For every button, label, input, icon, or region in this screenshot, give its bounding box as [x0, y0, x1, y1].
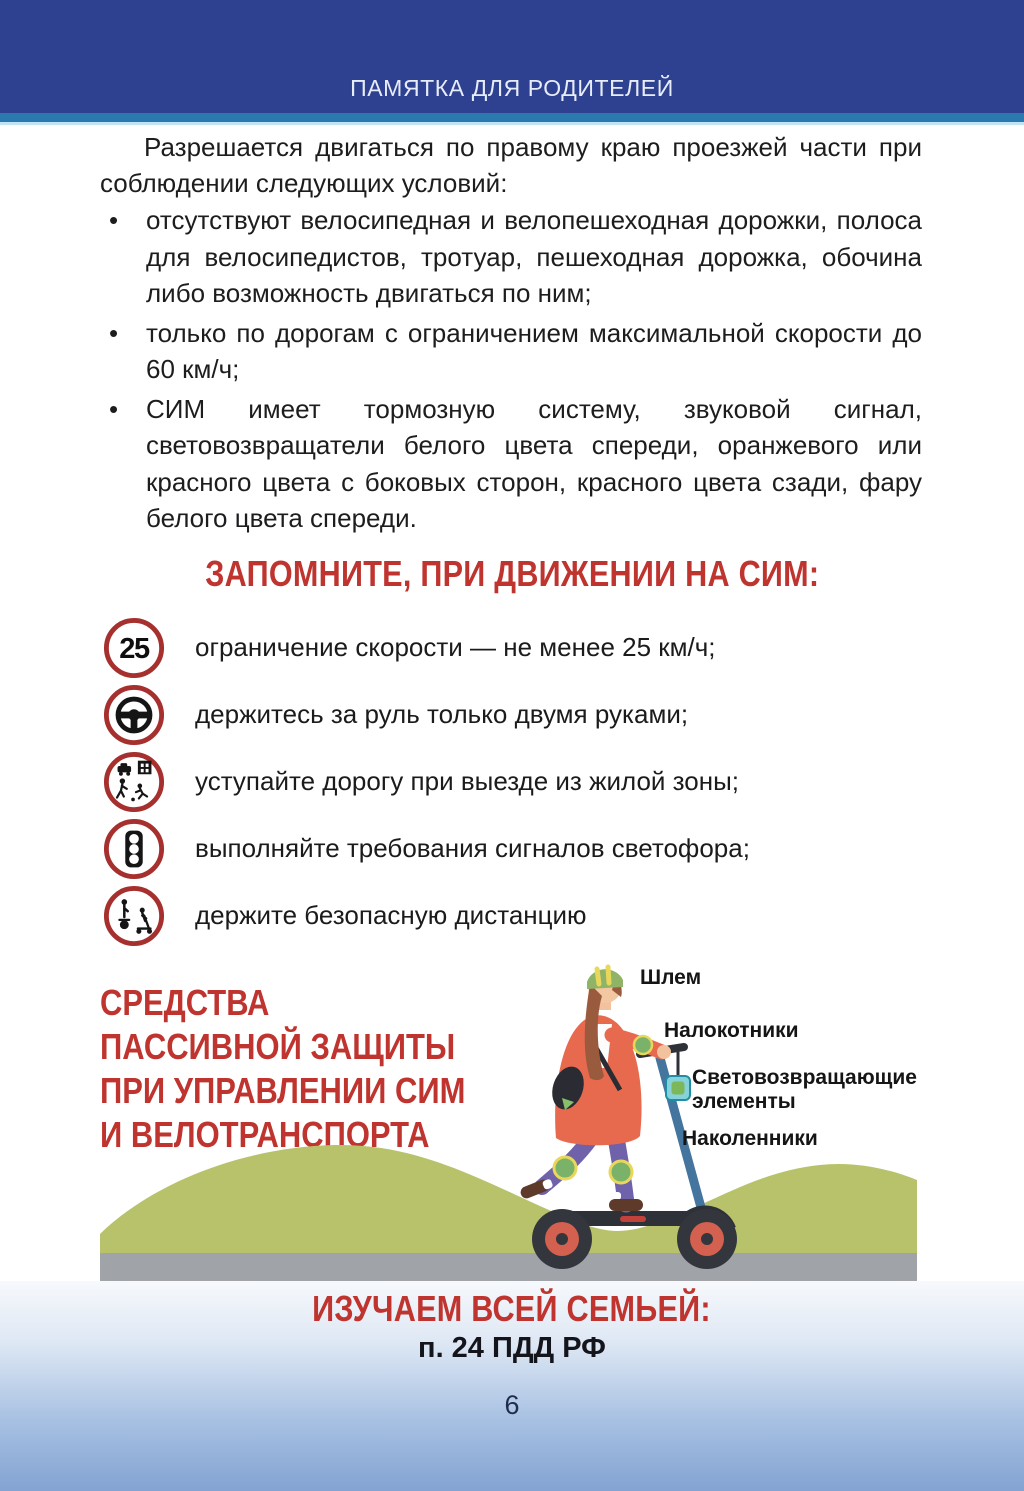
rule-text: выполняйте требования сигналов светофора; [195, 833, 750, 863]
traffic-light-sign-icon [103, 818, 165, 880]
intro-paragraph: Разрешается двигаться по правому краю проезжей части при соблюдении следующих условий: [100, 132, 922, 198]
residential-zone-sign-icon [103, 751, 165, 813]
rule-traffic-light [103, 815, 903, 882]
page-header [0, 0, 1024, 113]
label-helmet: Шлем [640, 966, 702, 989]
conditions-item-speed-limit-roads: • только по дорогам с ограничением максимальной скорости до 60 км/ч; [100, 315, 922, 388]
road [100, 1253, 917, 1281]
rule-two-hands [103, 681, 903, 748]
conditions-list [100, 202, 922, 540]
rule-text: держите безопасную дистанцию [195, 900, 587, 930]
header-divider [0, 113, 1024, 125]
label-reflective-elements: Световозвращающие элементы [692, 1066, 917, 1113]
green-hills [100, 1145, 917, 1253]
passive-heading-line: СРЕДСТВА [100, 982, 270, 1023]
passive-heading-line: И ВЕЛОТРАНСПОРТА [100, 1114, 430, 1155]
conditions-item-no-bike-lanes: • отсутствуют велосипедная и велопешеходная дорожки, полоса для велосипедистов, тротуар, пешеходная дорожка, обочина либо возможность двигаться по ним; [100, 202, 922, 312]
label-elbow-pads: Налокотники [664, 1019, 799, 1042]
rules-list [103, 614, 903, 949]
rule-text: уступайте дорогу при выезде из жилой зоны; [195, 766, 740, 796]
study-heading-text: ИЗУЧАЕМ ВСЕЙ СЕМЬЕЙ: [312, 1288, 712, 1329]
speed-limit-25-sign-icon [103, 617, 165, 679]
steering-wheel-sign-icon [103, 684, 165, 746]
remember-heading [0, 553, 1024, 595]
rider-girl [519, 967, 671, 1211]
page-number: 6 [504, 1390, 520, 1420]
label-knee-pads: Наколенники [682, 1127, 818, 1150]
study-heading [0, 1288, 1024, 1330]
rule-text: ограничение скорости — не менее 25 км/ч; [195, 632, 716, 662]
svg-text:25: 25 [119, 632, 149, 665]
passive-heading-line: ПРИ УПРАВЛЕНИИ СИМ [100, 1070, 466, 1111]
rule-text: держитесь за руль только двумя руками; [195, 699, 689, 729]
sim-distance-sign-icon [103, 885, 165, 947]
page-header-title: ПАМЯТКА ДЛЯ РОДИТЕЛЕЙ [350, 75, 674, 101]
study-reference: п. 24 ПДД РФ [418, 1332, 606, 1364]
conditions-item-sim-equipment: • СИМ имеет тормозную систему, звуковой сигнал, световозвращатели белого цвета спереди, оранжевого или красного цвета с боковых сторон, красного цвета сзади, фару белого цвета спереди. [100, 391, 922, 537]
passive-heading-line: ПАССИВНОЙ ЗАЩИТЫ [100, 1026, 456, 1067]
reflective-tag [666, 1052, 690, 1100]
rule-safe-distance [103, 882, 903, 949]
rule-speed-limit [103, 614, 903, 681]
remember-heading-text: ЗАПОМНИТЕ, ПРИ ДВИЖЕНИИ НА СИМ: [204, 553, 820, 594]
rule-residential-zone [103, 748, 903, 815]
